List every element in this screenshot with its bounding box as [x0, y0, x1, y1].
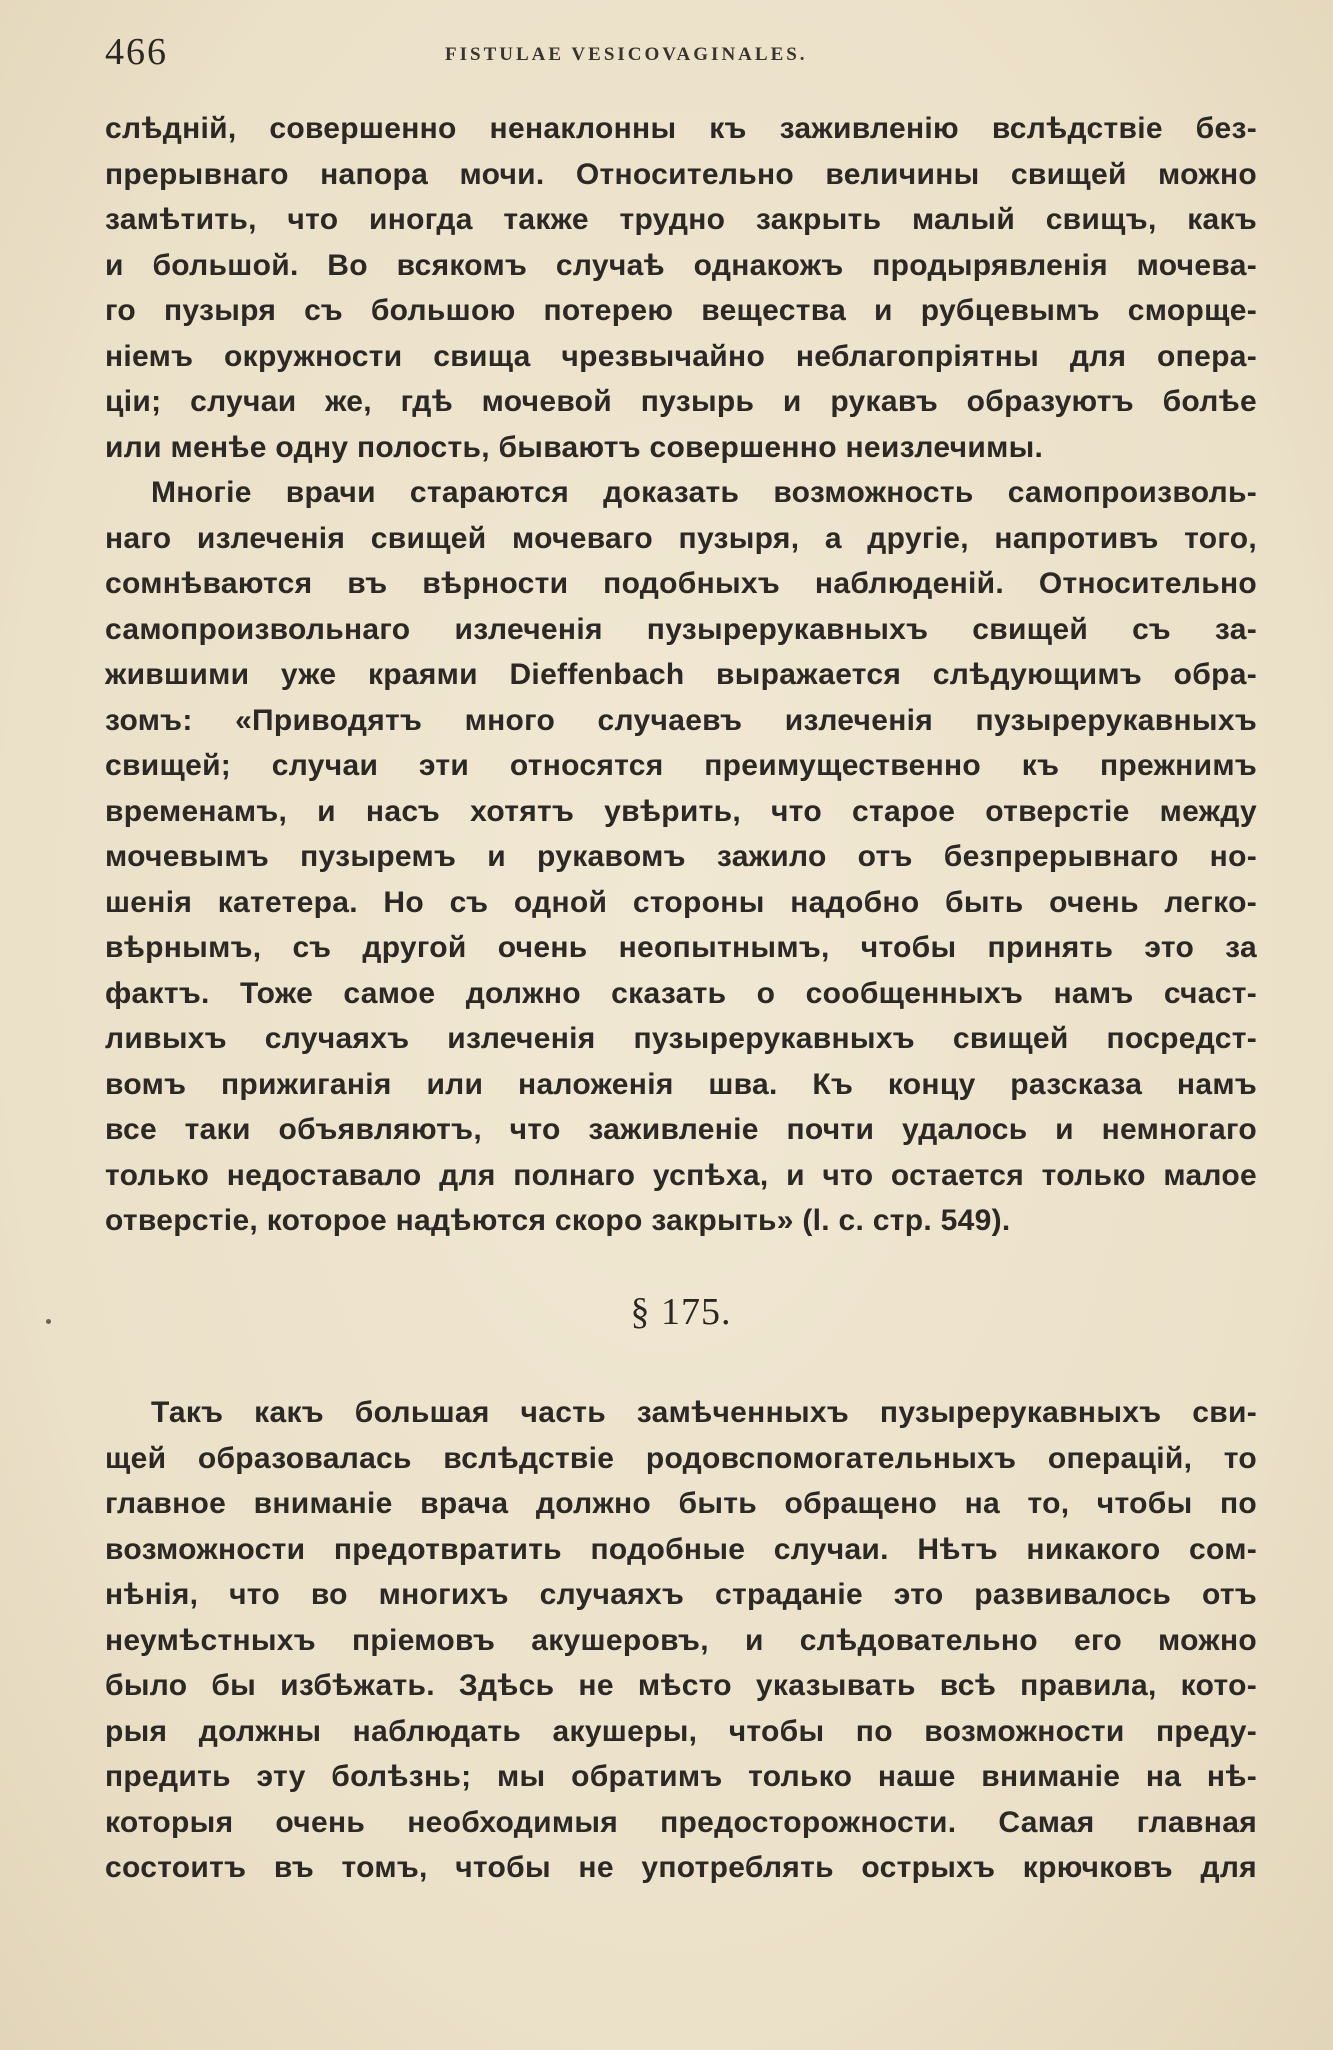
text-line: зомъ: «Приводятъ много случаевъ излеченія пузырерукавныхъ [105, 703, 1257, 737]
text-line: свищей; случаи эти относятся преимущественно къ прежнимъ [105, 749, 1257, 782]
running-title: FISTULAE VESICOVAGINALES. [445, 44, 808, 65]
margin-speck [46, 1319, 51, 1324]
text-line: которыя очень необходимыя предосторожности. Самая главная [105, 1805, 1257, 1839]
text-line: временамъ, и насъ хотятъ увѣрить, что старое отверстіе между [105, 794, 1257, 828]
paragraph-1 [105, 106, 1257, 470]
text-line: было бы избѣжать. Здѣсь не мѣсто указывать всѣ правила, кото- [105, 1669, 1257, 1702]
paragraph-2 [105, 470, 1257, 1244]
text-line: отверстіе, которое надѣются скоро закрыть» (l. c. стр. 549). [105, 1204, 1011, 1237]
text-line: наго излеченія свищей мочеваго пузыря, а другіе, напротивъ того, [105, 521, 1257, 555]
text-line: вомъ прижиганія или наложенія шва. Къ концу разсказа намъ [105, 1067, 1257, 1101]
text-line: фактъ. Тоже самое должно сказать о сообщенныхъ намъ счаст- [105, 976, 1257, 1010]
text-line: только недоставало для полнаго успѣха, и что остается только малое [105, 1158, 1257, 1192]
text-line: шенія катетера. Но съ одной стороны надобно быть очень легко- [105, 885, 1257, 919]
running-head [105, 30, 1257, 90]
text-line: неумѣстныхъ пріемовъ акушеровъ, и слѣдовательно его можно [105, 1623, 1257, 1657]
text-line: самопроизвольнаго излеченія пузырерукавныхъ свищей съ за- [105, 612, 1257, 646]
text-line: состоитъ въ томъ, чтобы не употреблять острыхъ крючковъ для [105, 1851, 1257, 1884]
text-line: рыя должны наблюдать акушеры, чтобы по возможности преду- [105, 1714, 1257, 1748]
text-line: нѣнія, что во многихъ случаяхъ страданіе это развивалось отъ [105, 1578, 1257, 1611]
text-line: щей образовалась вслѣдствіе родовспомогательныхъ операцій, то [105, 1441, 1257, 1475]
text-line: жившими уже краями Dieffenbach выражается слѣдующимъ обра- [105, 658, 1257, 691]
text-line: Многіе врачи стараются доказать возможность самопроизволь- [151, 476, 1257, 509]
section-heading: § 175. [630, 1291, 732, 1333]
text-line: мочевымъ пузыремъ и рукавомъ зажило отъ безпрерывнаго но- [105, 840, 1257, 873]
text-line: предить эту болѣзнь; мы обратимъ только наше вниманіе на нѣ- [105, 1760, 1257, 1793]
text-line: сомнѣваются въ вѣрности подобныхъ наблюденій. Относительно [105, 567, 1257, 600]
text-line: ливыхъ случаяхъ излеченія пузырерукавныхъ свищей посредст- [105, 1022, 1257, 1055]
text-line: прерывнаго напора мочи. Относительно величины свищей можно [105, 157, 1257, 191]
text-line: замѣтить, что иногда также трудно закрыть малый свищъ, какъ [105, 203, 1257, 236]
text-line: Такъ какъ большая часть замѣченныхъ пузырерукавныхъ сви- [151, 1396, 1257, 1429]
text-line: все таки объявляютъ, что заживленіе почти удалось и немногаго [105, 1113, 1257, 1146]
text-line: возможности предотвратить подобные случаи. Нѣтъ никакого сом- [105, 1532, 1257, 1566]
text-line: главное вниманіе врача должно быть обращено на то, чтобы по [105, 1487, 1257, 1520]
text-line: го пузыря съ большою потерею вещества и рубцевымъ сморще- [105, 294, 1257, 327]
page-number: 466 [105, 31, 168, 73]
text-line: ніемъ окружности свища чрезвычайно неблагопріятны для опера- [105, 339, 1257, 373]
text-line: ціи; случаи же, гдѣ мочевой пузырь и рукавъ образуютъ болѣе [105, 385, 1257, 418]
text-line: вѣрнымъ, съ другой очень неопытнымъ, чтобы принять это за [105, 931, 1257, 964]
paragraph-3 [105, 1390, 1257, 1891]
text-line: и большой. Во всякомъ случаѣ однакожъ продырявленія мочева- [105, 248, 1257, 282]
text-line: или менѣе одну полость, бываютъ совершенно неизлечимы. [105, 430, 1044, 464]
text-line: слѣдній, совершенно ненаклонны къ заживленію вслѣдствіе без- [105, 112, 1257, 145]
